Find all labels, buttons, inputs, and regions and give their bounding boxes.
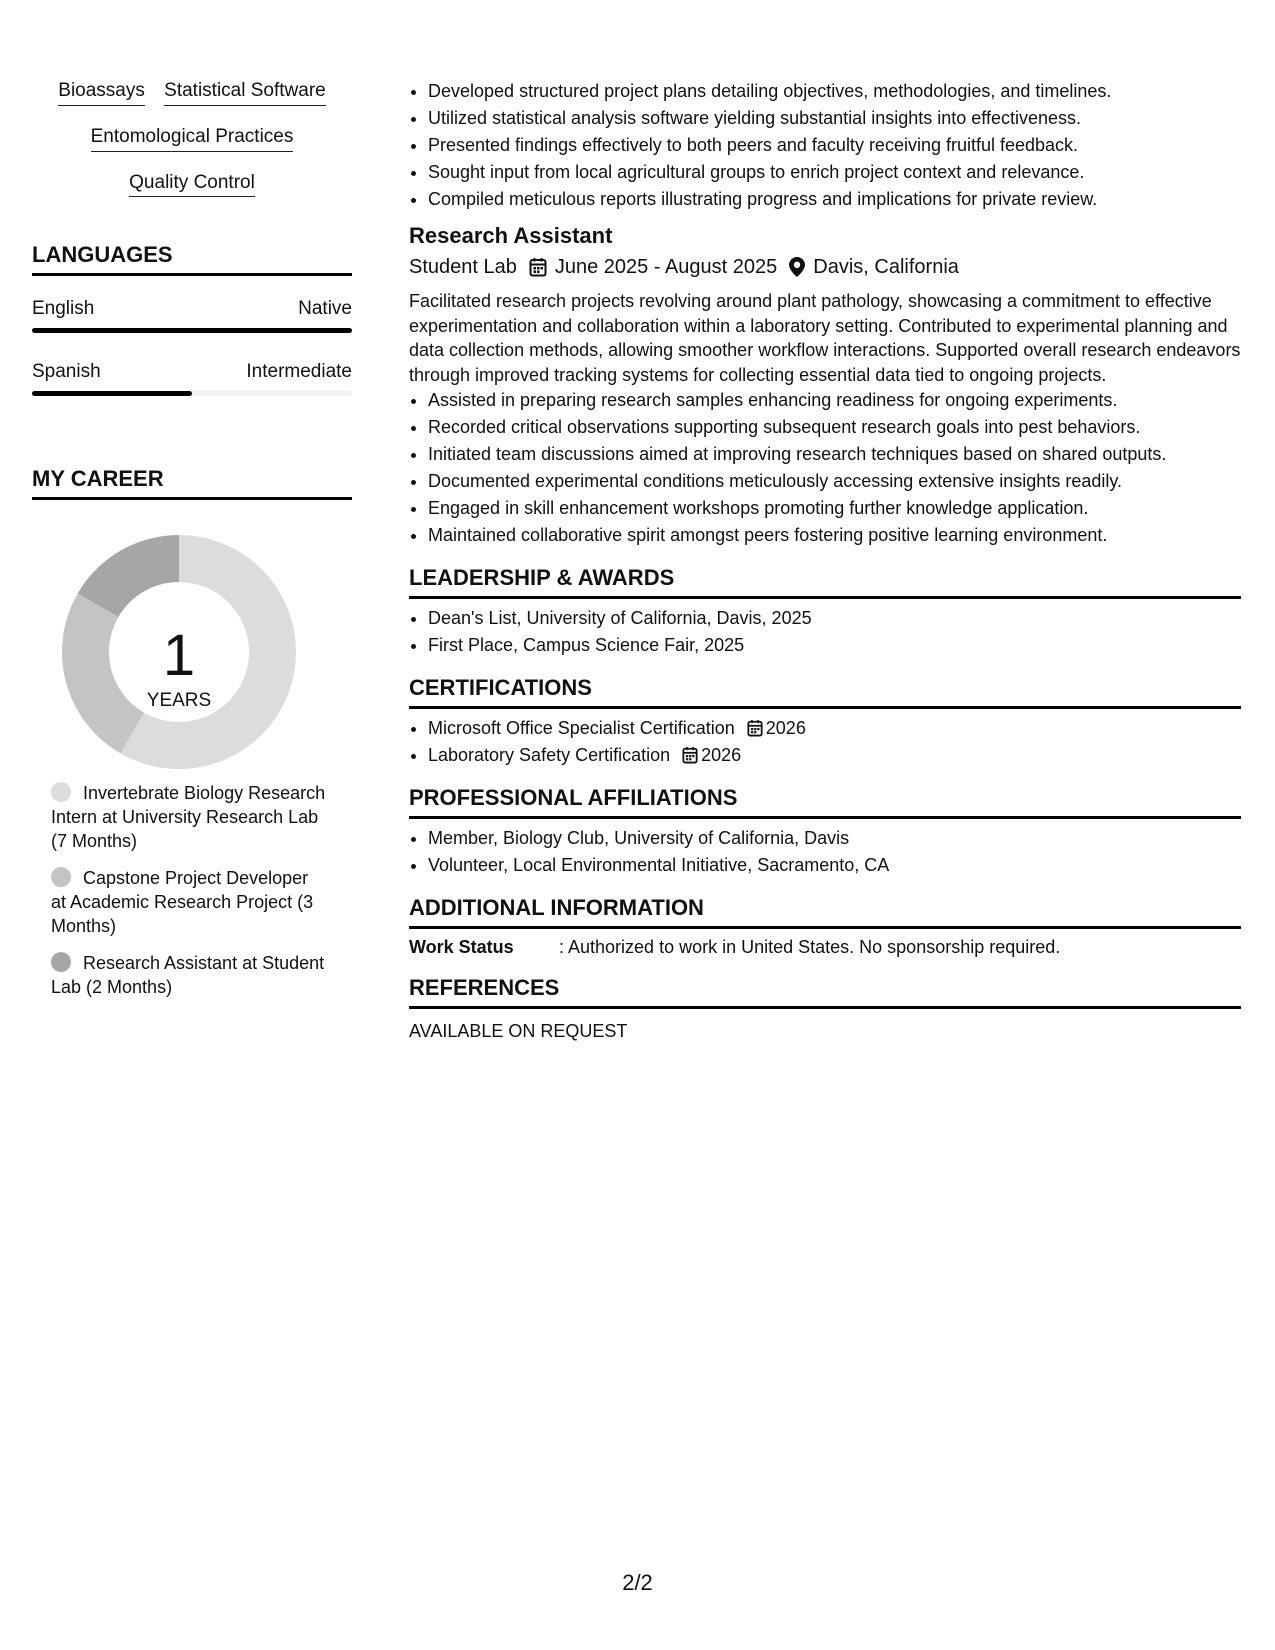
legend-item [51,781,326,853]
skill-tag: Quality Control [129,172,255,198]
work-status-value: : Authorized to work in United States. No sponsorship required. [559,937,1061,957]
career-total-value: 1 [162,623,196,689]
calendar-icon [529,257,547,277]
career-heading: MY CAREER [32,466,352,500]
legend-label: Research Assistant at Student Lab (2 Months) [51,953,325,998]
awards-heading: LEADERSHIP & AWARDS [409,564,1241,599]
career-section [32,466,352,999]
list-item: • Initiated team discussions aimed at improving research techniques based on shared outputs. [428,441,1241,468]
skills-list [32,80,352,197]
references-heading: REFERENCES [409,974,1241,1009]
list-item: • Utilized statistical analysis software yielding substantial insights into effectiveness. [428,105,1241,132]
legend-label: Capstone Project Developer at Academic Research Project (3 Months) [51,868,314,937]
certifications-heading: CERTIFICATIONS [409,674,1241,709]
job-dates: June 2025 - August 2025 [554,256,778,278]
language-item [32,361,352,396]
affiliations-list [409,825,1241,879]
list-item: • Recorded critical observations supporting subsequent research goals into pest behaviors. [428,414,1241,441]
career-legend [51,781,326,999]
awards-list [409,605,1241,659]
skill-tag: Statistical Software [164,80,326,106]
job-location: Davis, California [813,256,959,278]
list-item: • Documented experimental conditions meticulously accessing extensive insights readily. [428,468,1241,495]
affiliations-heading: PROFESSIONAL AFFILIATIONS [409,784,1241,819]
additional-info-heading: ADDITIONAL INFORMATION [409,894,1241,929]
work-status-label: Work Status [409,937,514,957]
right-column [409,78,1241,1043]
language-name: English [32,298,95,320]
certifications-list [409,715,1241,769]
career-donut-chart [32,500,352,770]
language-level: Native [298,298,352,320]
calendar-icon [747,719,763,737]
legend-dot-icon [51,782,71,802]
donut-segment [62,594,144,754]
certification-name: Laboratory Safety Certification [428,745,671,765]
language-proficiency-bar [32,328,352,333]
list-item: • Developed structured project plans detailing objectives, methodologies, and timelines. [428,78,1241,105]
career-total-unit: YEARS [146,690,212,712]
calendar-icon [682,746,698,764]
languages-section [32,242,352,396]
list-item: • Member, Biology Club, University of California, Davis [428,825,1241,852]
legend-dot-icon [51,952,71,972]
certification-year: 2026 [765,718,806,738]
list-item: • Volunteer, Local Environmental Initiative, Sacramento, CA [428,852,1241,879]
job-company: Student Lab [409,256,517,278]
job-bullets [409,387,1241,549]
page-number: 2/2 [622,1570,653,1595]
list-item: • Presented findings effectively to both peers and faculty receiving fruitful feedback. [428,132,1241,159]
list-item: • Maintained collaborative spirit amongst peers fostering positive learning environment. [428,522,1241,549]
list-item: • Engaged in skill enhancement workshops promoting further knowledge application. [428,495,1241,522]
languages-heading: LANGUAGES [32,242,352,276]
list-item: • Sought input from local agricultural groups to enrich project context and relevance. [428,159,1241,186]
list-item: • Dean's List, University of California, Davis, 2025 [428,605,1241,632]
legend-item [51,866,326,938]
job-description: Facilitated research projects revolving around plant pathology, showcasing a commitment to effective experimentation and collaboration within a laboratory setting. Contributed to experimental planning and data collection methods, allowing smoother workflow interactions. Supported overall research endeavors through improved tracking systems for collecting essential data tied to ongoing projects. [409,291,1241,385]
legend-dot-icon [51,867,71,887]
certification-year: 2026 [701,745,742,765]
work-status-row [409,935,1241,959]
legend-label: Invertebrate Biology Research Intern at University Research Lab (7 Months) [51,783,326,852]
previous-job-bullets [409,78,1241,213]
language-proficiency-bar [32,391,352,396]
certification-name: Microsoft Office Specialist Certification [428,718,735,738]
skill-tag: Entomological Practices [91,126,294,152]
list-item: • Compiled meticulous reports illustrating progress and implications for private review. [428,186,1241,213]
list-item [428,742,1241,769]
legend-item [51,951,326,999]
job-meta [409,253,1241,281]
language-item [32,298,352,333]
left-column [32,80,352,1012]
language-level: Intermediate [246,361,352,383]
job-title: Research Assistant [409,223,613,248]
list-item [428,715,1241,742]
list-item: • Assisted in preparing research samples enhancing readiness for ongoing experiments. [428,387,1241,414]
language-name: Spanish [32,361,101,383]
list-item: • First Place, Campus Science Fair, 2025 [428,632,1241,659]
skill-tag: Bioassays [58,80,145,106]
location-pin-icon [789,257,805,277]
references-text: AVAILABLE ON REQUEST [409,1021,628,1041]
